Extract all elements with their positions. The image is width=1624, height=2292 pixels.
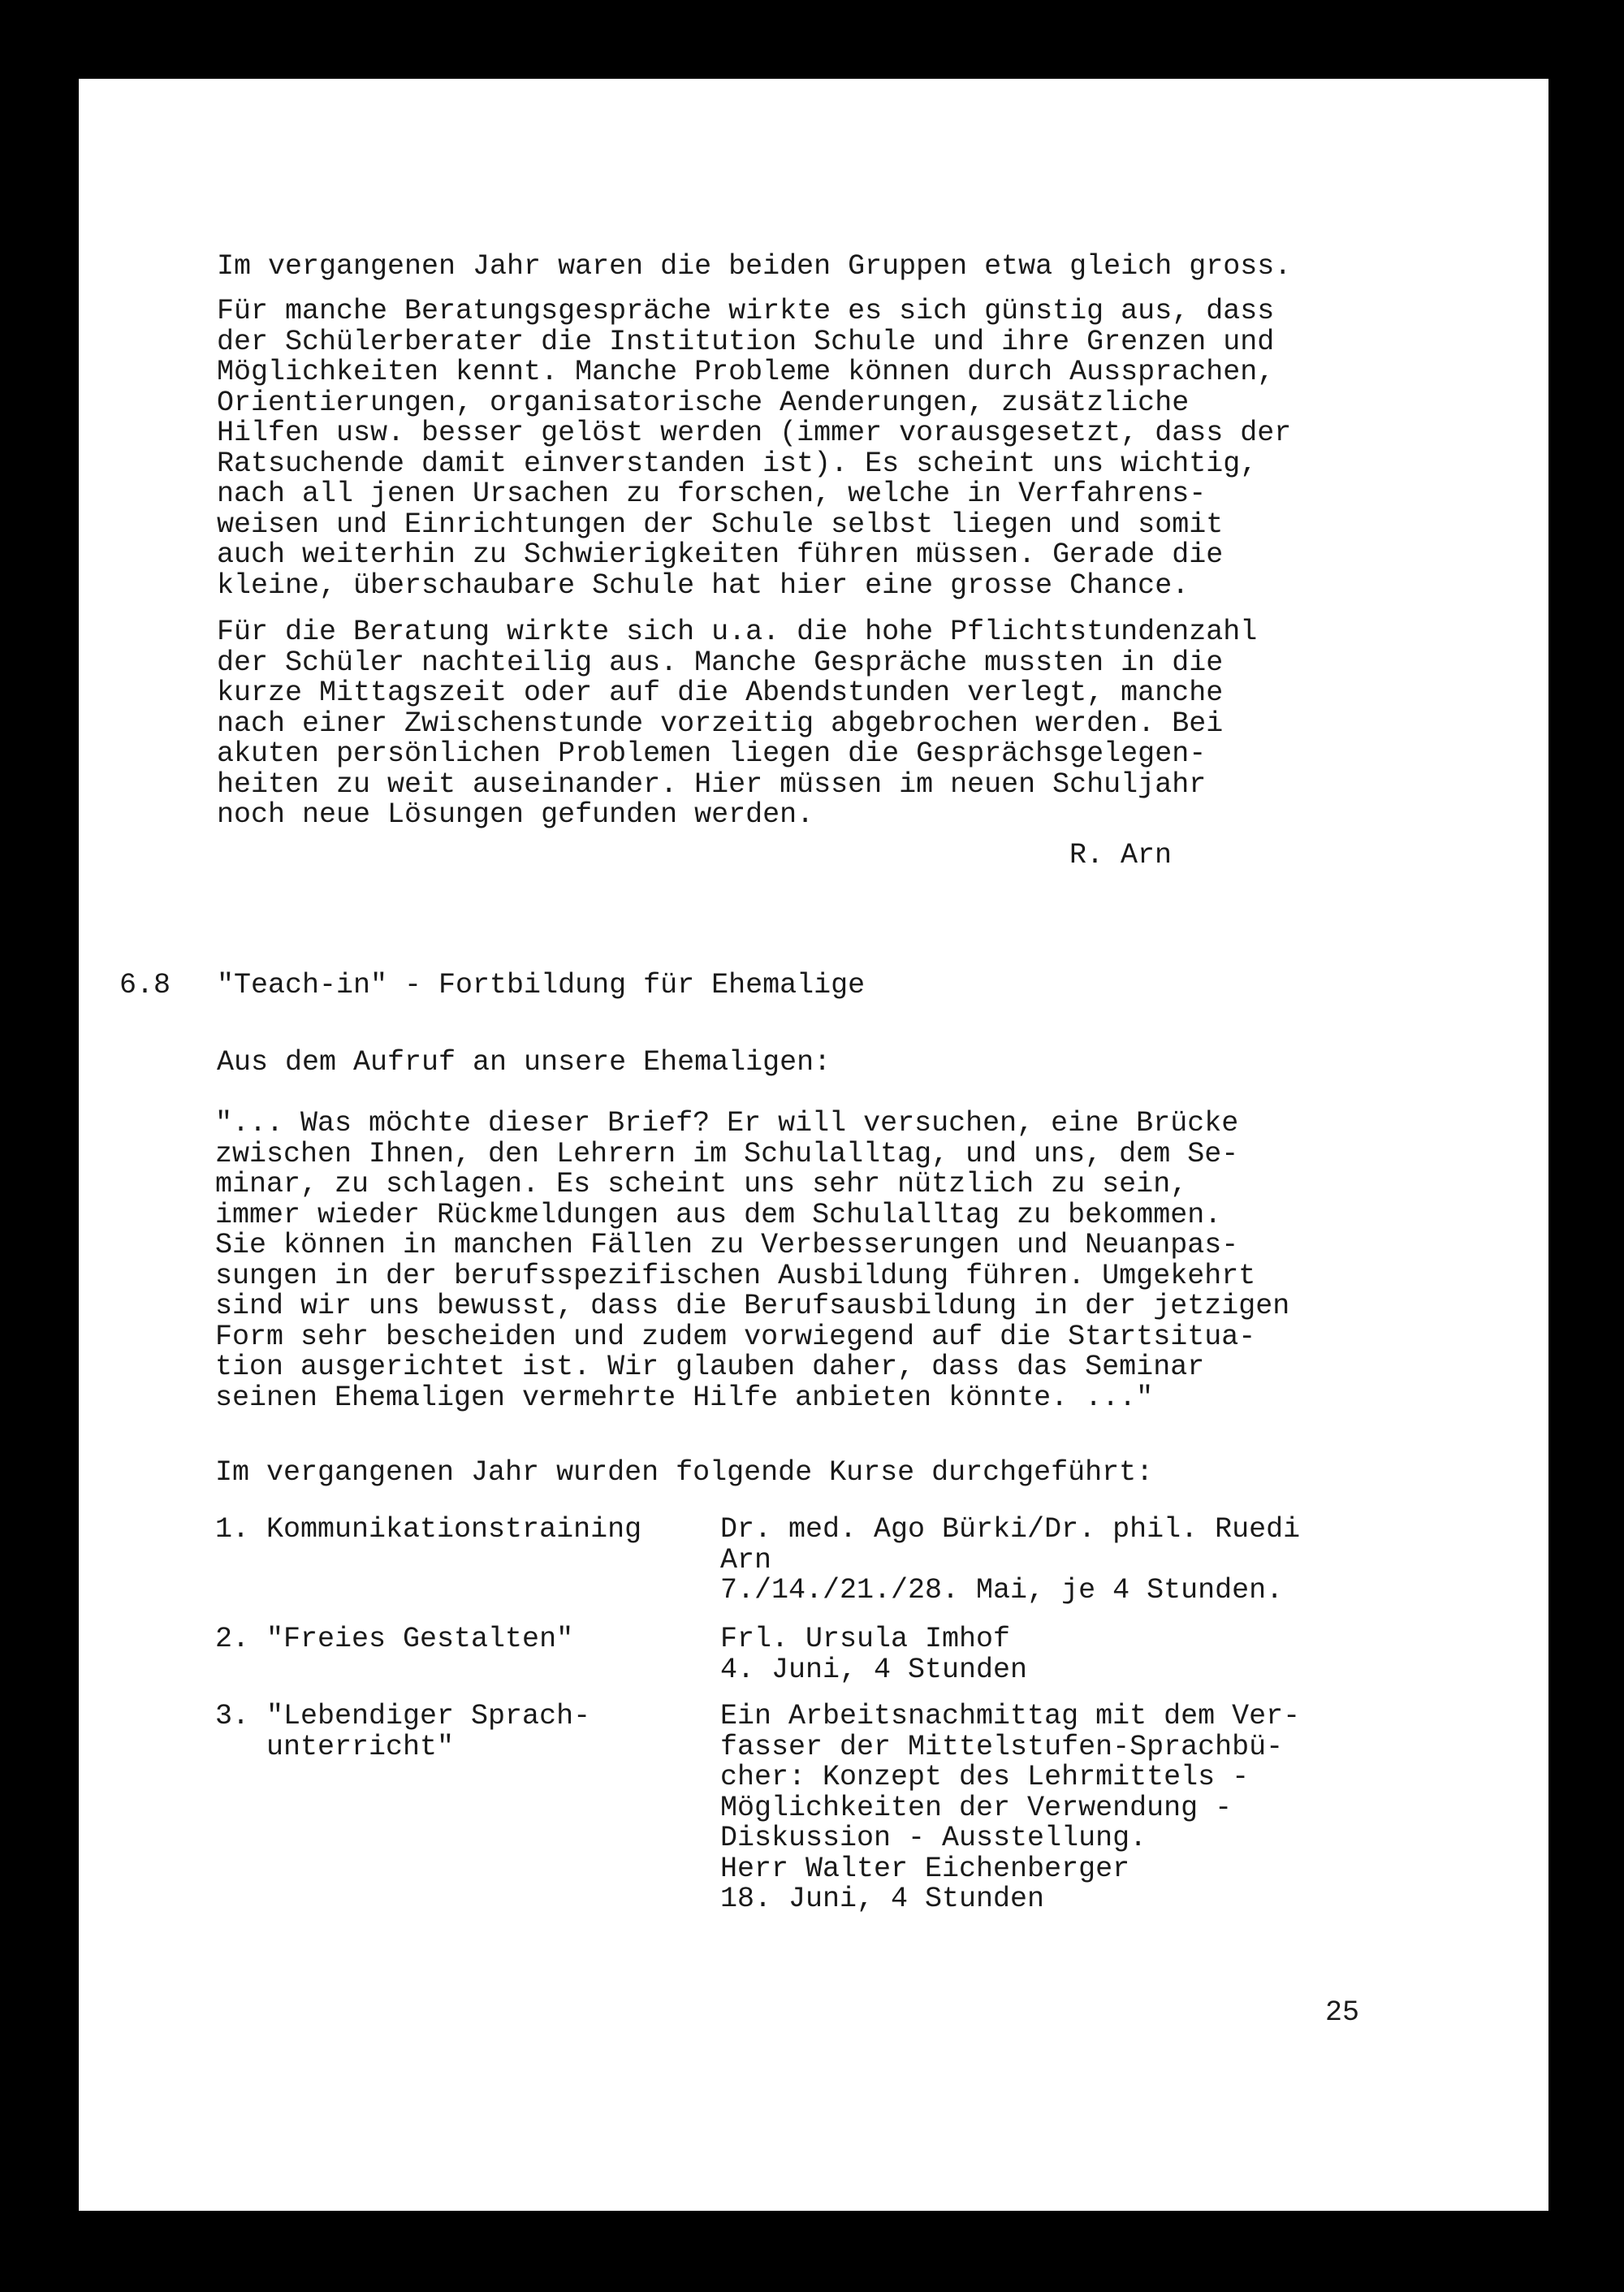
course-3-title: 3. "Lebendiger Sprach- unterricht" (215, 1700, 591, 1763)
course-2-title: 2. "Freies Gestalten" (215, 1623, 574, 1655)
paragraph-3: Für die Beratung wirkte sich u.a. die hohe Pflichtstundenzahl der Schüler nachteilig aus. Manche Gespräche mussten in die kurze Mittagszeit oder auf die Abendstunden verlegt, manche nach einer Zwischenstunde vorzeitig abgebrochen werden. Bei akuten persönlichen Problemen liegen die Gesprächsgelegen- heiten zu weit auseinander. Hier müssen im neuen Schuljahr noch neue Lösungen gefunden werden. (217, 616, 1258, 831)
course-1-title: 1. Kommunikationstraining (215, 1513, 642, 1546)
course-3-details: Ein Arbeitsnachmittag mit dem Ver- fasser der Mittelstufen-Sprachbü- cher: Konzept des Lehrmittels - Möglichkeiten der Verwendung - Diskussion - Ausstellung. Herr Walter Eichenberger 18. Juni, 4 Stunden (720, 1700, 1301, 1915)
section-heading: "Teach-in" - Fortbildung für Ehemalige (217, 969, 866, 1001)
course-1-details: Dr. med. Ago Bürki/Dr. phil. Ruedi Arn 7./14./21./28. Mai, je 4 Stunden. (720, 1513, 1301, 1607)
document-page (79, 79, 1548, 2211)
section-number: 6.8 (119, 969, 171, 1001)
quote-intro: Aus dem Aufruf an unsere Ehemaligen: (217, 1046, 831, 1079)
quote-text: "... Was möchte dieser Brief? Er will versuchen, eine Brücke zwischen Ihnen, den Lehrern im Schulalltag, und uns, dem Se- minar, zu schlagen. Es scheint uns sehr nützlich zu sein, immer wieder Rückmeldungen aus dem Schulalltag zu bekommen. Sie können in manchen Fällen zu Verbesserungen und Neuanpas- sungen in der berufsspezifischen Ausbildung führen. Umgekehrt sind wir uns bewusst, dass die Berufsausbildung in der jetzigen Form sehr bescheiden und zudem vorwiegend auf die Startsitua- tion ausgerichtet ist. Wir glauben daher, dass das Seminar seinen Ehemaligen vermehrte Hilfe anbieten könnte. ..." (215, 1107, 1290, 1414)
paragraph-2: Für manche Beratungsgespräche wirkte es sich günstig aus, dass der Schülerberater die Institution Schule und ihre Grenzen und Möglichkeiten kennt. Manche Probleme können durch Aussprachen, Orientierungen, organisatorische Aenderungen, zusätzliche Hilfen usw. besser gelöst werden (immer vorausgesetzt, dass der Ratsuchende damit einverstanden ist). Es scheint uns wichtig, nach all jenen Ursachen zu forschen, welche in Verfahrens- weisen und Einrichtungen der Schule selbst liegen und somit auch weiterhin zu Schwierigkeiten führen müssen. Gerade die kleine, überschaubare Schule hat hier eine grosse Chance. (217, 295, 1292, 602)
course-2-details: Frl. Ursula Imhof 4. Juni, 4 Stunden (720, 1623, 1028, 1686)
signature: R. Arn (1069, 839, 1173, 871)
courses-intro: Im vergangenen Jahr wurden folgende Kurse durchgeführt: (215, 1456, 1154, 1489)
page-number: 25 (1325, 1996, 1360, 2029)
paragraph-1: Im vergangenen Jahr waren die beiden Gruppen etwa gleich gross. (217, 250, 1292, 283)
